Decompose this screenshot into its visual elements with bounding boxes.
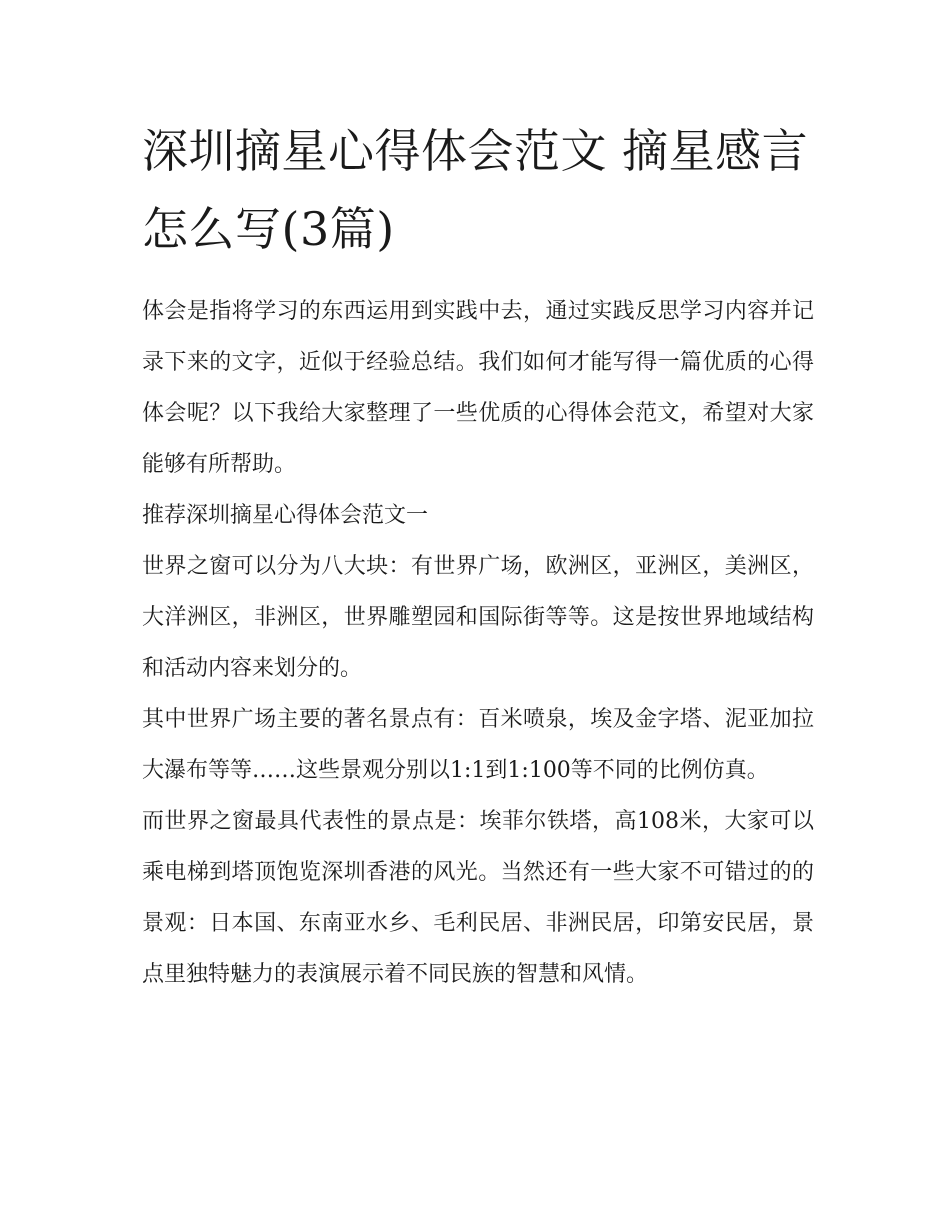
intro-paragraph: 体会是指将学习的东西运用到实践中去，通过实践反思学习内容并记录下来的文字，近似于经验总结。我们如何才能写得一篇优质的心得体会呢？以下我给大家整理了一些优质的心得体会范文，希望对大家能够有所帮助。 — [142, 299, 814, 477]
document-title: 深圳摘星心得体会范文 摘星感言怎么写(3篇) — [142, 124, 809, 256]
document-body — [142, 286, 814, 1000]
body-paragraph: 其中世界广场主要的著名景点有：百米喷泉，埃及金字塔、泥亚加拉大瀑布等等……这些景观分别以1:1到1:100等不同的比例仿真。 — [142, 707, 814, 783]
body-paragraph: 世界之窗可以分为八大块：有世界广场，欧洲区，亚洲区，美洲区，大洋洲区，非洲区，世界雕塑园和国际街等等。这是按世界地域结构和活动内容来划分的。 — [142, 554, 814, 681]
section-heading: 推荐深圳摘星心得体会范文一 — [142, 503, 429, 528]
document-page — [142, 112, 814, 1000]
body-paragraph: 而世界之窗最具代表性的景点是：埃菲尔铁塔，高108米，大家可以乘电梯到塔顶饱览深圳香港的风光。当然还有一些大家不可错过的的景观：日本国、东南亚水乡、毛利民居、非洲民居，印第安民居，景点里独特魅力的表演展示着不同民族的智慧和风情。 — [142, 809, 814, 987]
